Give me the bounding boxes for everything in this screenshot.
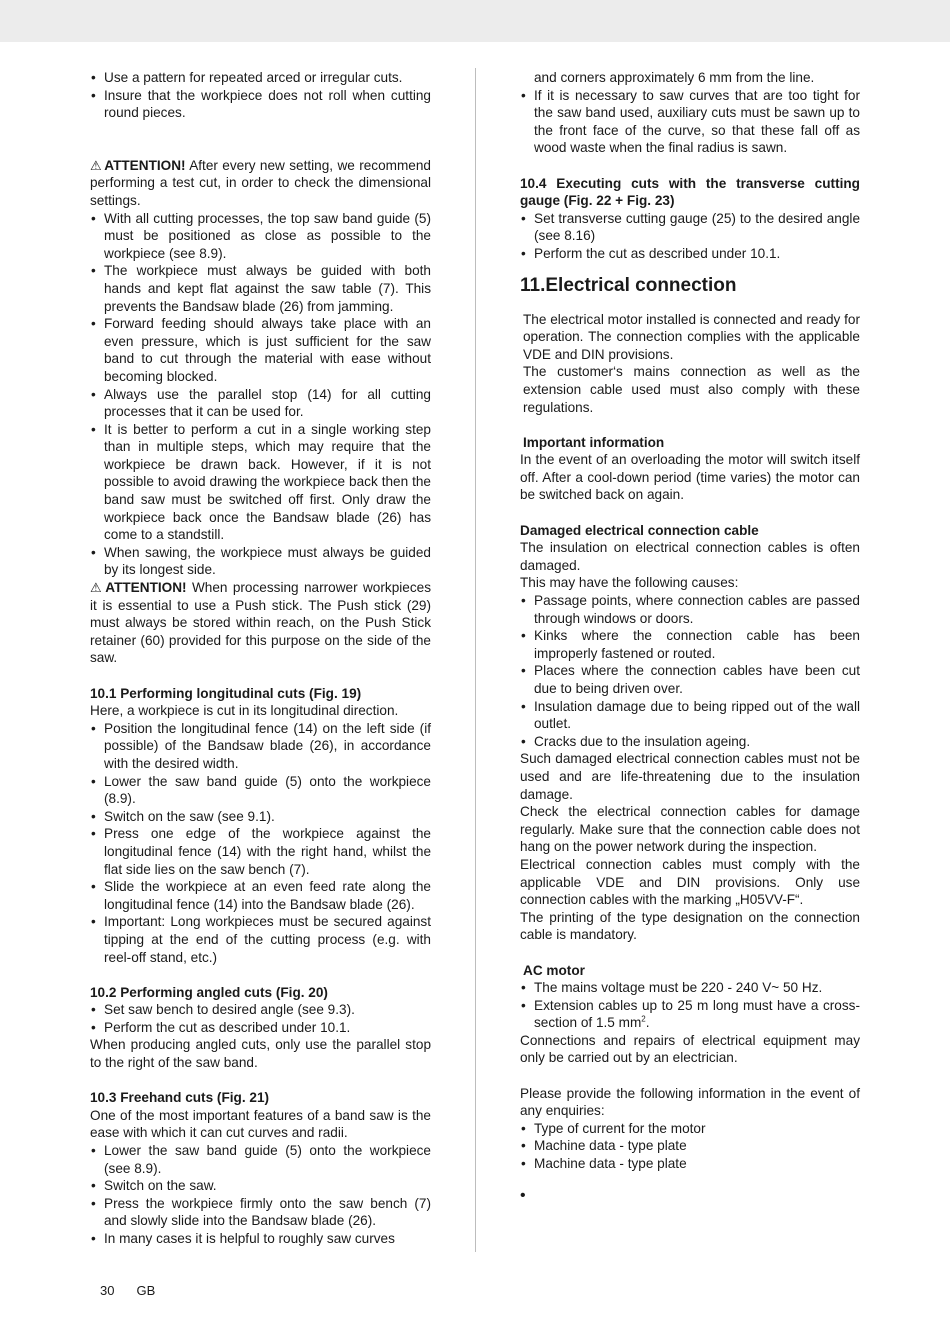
list-item: • Press the workpiece firmly onto the saw bench (7) and slowly slide into the Bandsaw blade (26).	[90, 1195, 431, 1230]
bullet-list	[90, 1001, 431, 1036]
list-item-text: Extension cables up to 25 m long must have a cross-section of 1.5 mm	[534, 997, 860, 1031]
attention-label: ATTENTION!	[104, 157, 186, 173]
list-item: • Cracks due to the insulation ageing.	[520, 733, 860, 751]
right-column	[520, 69, 860, 1205]
bullet-list	[90, 1142, 431, 1248]
list-item: • In many cases it is helpful to roughly saw curves	[90, 1230, 431, 1248]
bullet-list	[520, 1120, 860, 1173]
list-item: • Insulation damage due to being ripped out of the wall outlet.	[520, 698, 860, 733]
list-item: • Places where the connection cables have been cut due to being driven over.	[520, 662, 860, 697]
paragraph: In the event of an overloading the motor will switch itself off. After a cool-down period (time varies) the motor can be switched back on again.	[520, 452, 860, 503]
list-item: • Kinks where the connection cable has been improperly fastened or routed.	[520, 627, 860, 662]
bullet-list	[520, 87, 860, 157]
list-item: • Perform the cut as described under 10.1.	[90, 1019, 431, 1037]
list-item-text-end: .	[645, 1015, 650, 1031]
list-item: • Press one edge of the workpiece against the longitudinal fence (14) with the right hand, whilst the flat side lies on the saw bench (7).	[90, 825, 431, 878]
list-item: • Switch on the saw (see 9.1).	[90, 808, 431, 826]
list-item: • The workpiece must always be guided with both hands and kept flat against the saw table (7). This prevents the Bandsaw blade (26) from jamming.	[90, 262, 431, 315]
paragraph-continuation: and corners approximately 6 mm from the line.	[534, 70, 815, 85]
paragraph: One of the most important features of a band saw is the ease with which it can cut curves and radii.	[90, 1107, 431, 1141]
attention-text: After every new setting, we recommend performing a test cut, in order to check the dimensional settings.	[90, 157, 431, 208]
list-item: • Insure that the workpiece does not roll when cutting round pieces.	[90, 87, 431, 122]
list-item: • Switch on the saw.	[90, 1177, 431, 1195]
bullet-list	[90, 210, 431, 579]
empty-bullet: •	[520, 1186, 526, 1204]
attention-label: ATTENTION!	[105, 580, 187, 596]
list-item: • Lower the saw band guide (5) onto the workpiece (see 8.9).	[90, 1142, 431, 1177]
paragraph: The electrical motor installed is connected and ready for operation. The connection complies with the applicable VDE and DIN provisions.	[523, 311, 860, 362]
list-item: • Use a pattern for repeated arced or irregular cuts.	[90, 69, 431, 87]
list-item: • Set transverse cutting gauge (25) to the desired angle (see 8.16)	[520, 210, 860, 245]
section-heading: 10.3 Freehand cuts (Fig. 21)	[90, 1090, 270, 1106]
paragraph: This may have the following causes:	[520, 575, 739, 591]
left-column	[90, 69, 431, 1248]
section-heading: 10.4 Executing cuts with the transverse cutting gauge (Fig. 22 + Fig. 23)	[520, 175, 860, 209]
paragraph: The printing of the type designation on the connection cable is mandatory.	[520, 909, 860, 943]
list-item: • Lower the saw band guide (5) onto the workpiece (8.9).	[90, 773, 431, 808]
section-heading: 10.1 Performing longitudinal cuts (Fig. 19)	[90, 685, 362, 701]
list-item: • Always use the parallel stop (14) for all cutting processes that it can be used for.	[90, 386, 431, 421]
paragraph: Please provide the following information in the event of any enquiries:	[520, 1085, 860, 1119]
paragraph: When producing angled cuts, only use the parallel stop to the right of the saw band.	[90, 1037, 431, 1071]
warning-triangle-icon: ⚠	[90, 580, 104, 596]
bullet-list	[520, 979, 860, 1032]
paragraph: Check the electrical connection cables for damage regularly. Make sure that the connection cable does not hang on the power network during the inspection.	[520, 804, 860, 855]
superscript: 2	[641, 1014, 646, 1024]
page-number: 30	[100, 1283, 115, 1298]
list-item: • Slide the workpiece at an even feed rate along the longitudinal fence (14) into the Bandsaw blade (26).	[90, 878, 431, 913]
list-item: • Passage points, where connection cables are passed through windows or doors.	[520, 592, 860, 627]
bullet-list	[520, 592, 860, 750]
attention-note	[90, 579, 431, 667]
paragraph: Such damaged electrical connection cables must not be used and are life-threatening due to the insulation damage.	[520, 751, 860, 802]
page-footer	[100, 1283, 177, 1298]
paragraph: The insulation on electrical connection cables is often damaged.	[520, 540, 860, 573]
section-heading: AC motor	[523, 962, 585, 978]
bullet-list	[520, 210, 860, 263]
attention-text: When processing narrower workpieces it is essential to use a Push stick. The Push stick (29) must always be stored within reach, on the Push Stick retainer (60) provided for this purpose on the side of the saw.	[90, 580, 431, 666]
language-code: GB	[136, 1283, 156, 1298]
paragraph: Electrical connection cables must comply with the applicable VDE and DIN provisions. Only use connection cables with the marking „H05VV-F“.	[520, 856, 860, 908]
chapter-title: 11.Electrical connection	[520, 274, 737, 296]
list-item: • Machine data - type plate	[520, 1137, 860, 1155]
list-item: • Important: Long workpieces must be secured against tipping at the end of the cutting process (e.g. with reel-off stand, etc.)	[90, 913, 431, 966]
list-item: • When sawing, the workpiece must always be guided by its longest side.	[90, 544, 431, 579]
warning-triangle-icon: ⚠	[90, 157, 103, 173]
paragraph: The customer‘s mains connection as well as the extension cable used must also comply with these regulations.	[523, 364, 860, 415]
list-item: • Set saw bench to desired angle (see 9.3).	[90, 1001, 431, 1019]
section-heading: 10.2 Performing angled cuts (Fig. 20)	[90, 984, 328, 1000]
paragraph: Here, a workpiece is cut in its longitudinal direction.	[90, 703, 399, 719]
list-item: • Machine data - type plate	[520, 1155, 860, 1173]
page-header-band	[0, 0, 950, 42]
list-item: • If it is necessary to saw curves that are too tight for the saw band used, auxiliary cuts must be sawn up to the front face of the curve, so that these fall off as wood waste when the final radius is sawn.	[520, 87, 860, 157]
section-heading: Damaged electrical connection cable	[520, 522, 759, 538]
list-item: • Position the longitudinal fence (14) on the left side (if possible) of the Bandsaw blade (26), in accordance with the desired width.	[90, 720, 431, 773]
paragraph: Connections and repairs of electrical equipment may only be carried out by an electrician.	[520, 1032, 860, 1066]
list-item	[520, 997, 860, 1032]
list-item: • Forward feeding should always take place with an even pressure, which is just sufficient for the saw band to cut through the material with ease without becoming blocked.	[90, 315, 431, 385]
attention-note	[90, 157, 431, 210]
bullet-list	[90, 69, 431, 122]
list-item: • Type of current for the motor	[520, 1120, 860, 1138]
list-item: • With all cutting processes, the top saw band guide (5) must be positioned as close as possible to the workpiece (see 8.9).	[90, 210, 431, 263]
bullet-list	[90, 720, 431, 966]
list-item: • It is better to perform a cut in a single working step than in multiple steps, which may require that the workpiece be drawn back. However, if it is not possible to avoid drawing the workpiece back then the band saw must be switched off first. Only draw the workpiece back once the Bandsaw blade (26) has come to a standstill.	[90, 421, 431, 544]
list-item: • Perform the cut as described under 10.1.	[520, 245, 860, 263]
list-item: • The mains voltage must be 220 - 240 V~ 50 Hz.	[520, 979, 860, 997]
column-divider	[475, 68, 476, 1252]
section-heading: Important information	[523, 434, 665, 450]
